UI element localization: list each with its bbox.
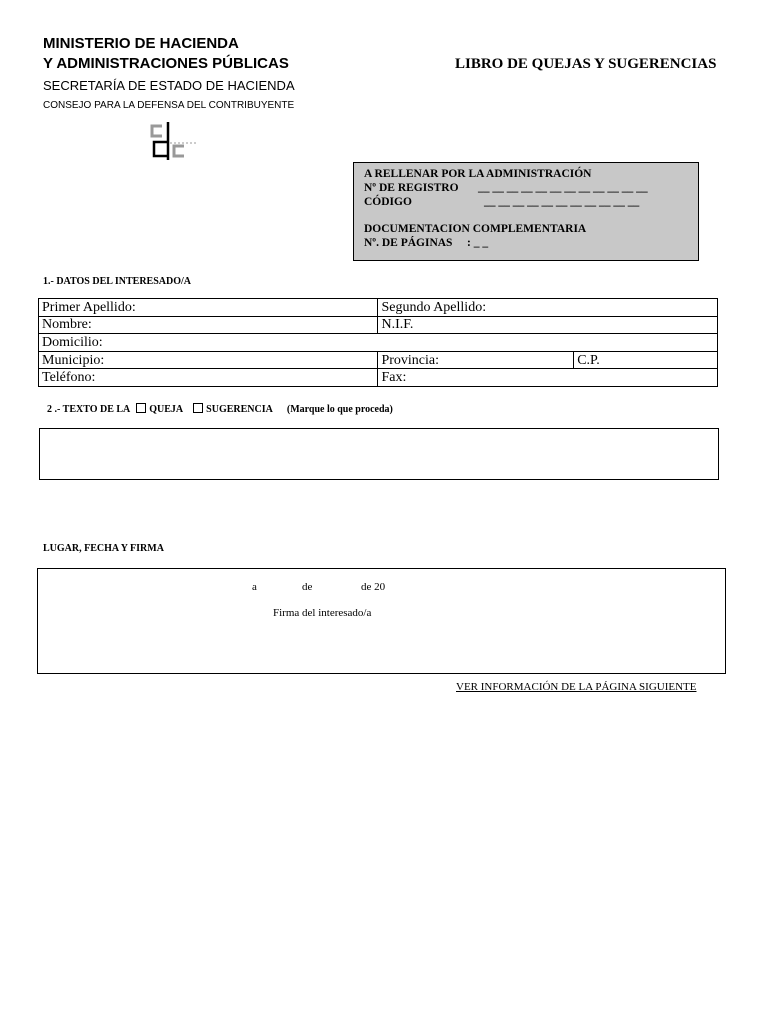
section2-prefix: 2 .- TEXTO DE LA [47, 404, 131, 415]
lugar-fecha-firma-title: LUGAR, FECHA Y FIRMA [43, 543, 164, 554]
segundo-apellido-field[interactable]: Segundo Apellido: [378, 299, 718, 317]
document-title: LIBRO DE QUEJAS Y SUGERENCIAS [455, 56, 717, 72]
section1-title: 1.- DATOS DEL INTERESADO/A [43, 276, 191, 287]
interesado-data-table [38, 298, 718, 387]
table-row [39, 316, 718, 334]
nombre-field[interactable]: Nombre: [39, 316, 378, 334]
registro-blanks[interactable]: __ __ __ __ __ __ __ __ __ __ __ __ [478, 182, 648, 194]
registro-label: Nº DE REGISTRO [364, 182, 459, 194]
ministry-name-line1: MINISTERIO DE HACIENDA [43, 35, 239, 52]
ver-informacion-link[interactable]: VER INFORMACIÓN DE LA PÁGINA SIGUIENTE [456, 681, 697, 693]
admin-heading: A RELLENAR POR LA ADMINISTRACIÓN [364, 168, 592, 180]
telefono-field[interactable]: Teléfono: [39, 369, 378, 387]
section2-hint: (Marque lo que proceda) [286, 404, 393, 415]
firma-label: Firma del interesado/a [273, 607, 372, 619]
complaint-text-area[interactable] [39, 428, 719, 480]
codigo-label: CÓDIGO [364, 196, 412, 208]
table-row [39, 299, 718, 317]
sugerencia-checkbox[interactable] [193, 403, 203, 413]
queja-checkbox[interactable] [136, 403, 146, 413]
codigo-blanks[interactable]: __ __ __ __ __ __ __ __ __ __ __ [484, 196, 640, 208]
sugerencia-label: SUGERENCIA [206, 404, 273, 415]
lugar-a-label: a [252, 581, 257, 593]
table-row [39, 334, 718, 352]
admin-use-box [353, 162, 699, 261]
municipio-field[interactable]: Municipio: [39, 351, 378, 369]
table-row [39, 369, 718, 387]
lugar-year-label: de 20 [361, 581, 386, 593]
secretaria-label: SECRETARÍA DE ESTADO DE HACIENDA [43, 78, 295, 93]
cp-field[interactable]: C.P. [574, 351, 718, 369]
queja-label: QUEJA [149, 404, 184, 415]
domicilio-field[interactable]: Domicilio: [39, 334, 718, 352]
fax-field[interactable]: Fax: [378, 369, 718, 387]
lugar-de-label: de [302, 581, 313, 593]
provincia-field[interactable]: Provincia: [378, 351, 574, 369]
primer-apellido-field[interactable]: Primer Apellido: [39, 299, 378, 317]
ministry-name-line2: Y ADMINISTRACIONES PÚBLICAS [43, 55, 289, 72]
paginas-blanks[interactable]: : _ _ [467, 237, 489, 249]
paginas-label: Nº. DE PÁGINAS [364, 237, 453, 249]
table-row [39, 351, 718, 369]
section2-title [47, 403, 393, 415]
consejo-label: CONSEJO PARA LA DEFENSA DEL CONTRIBUYENTE [43, 100, 295, 111]
documentacion-label: DOCUMENTACION COMPLEMENTARIA [364, 223, 587, 235]
nif-field[interactable]: N.I.F. [378, 316, 718, 334]
cdc-logo-icon [148, 120, 200, 162]
